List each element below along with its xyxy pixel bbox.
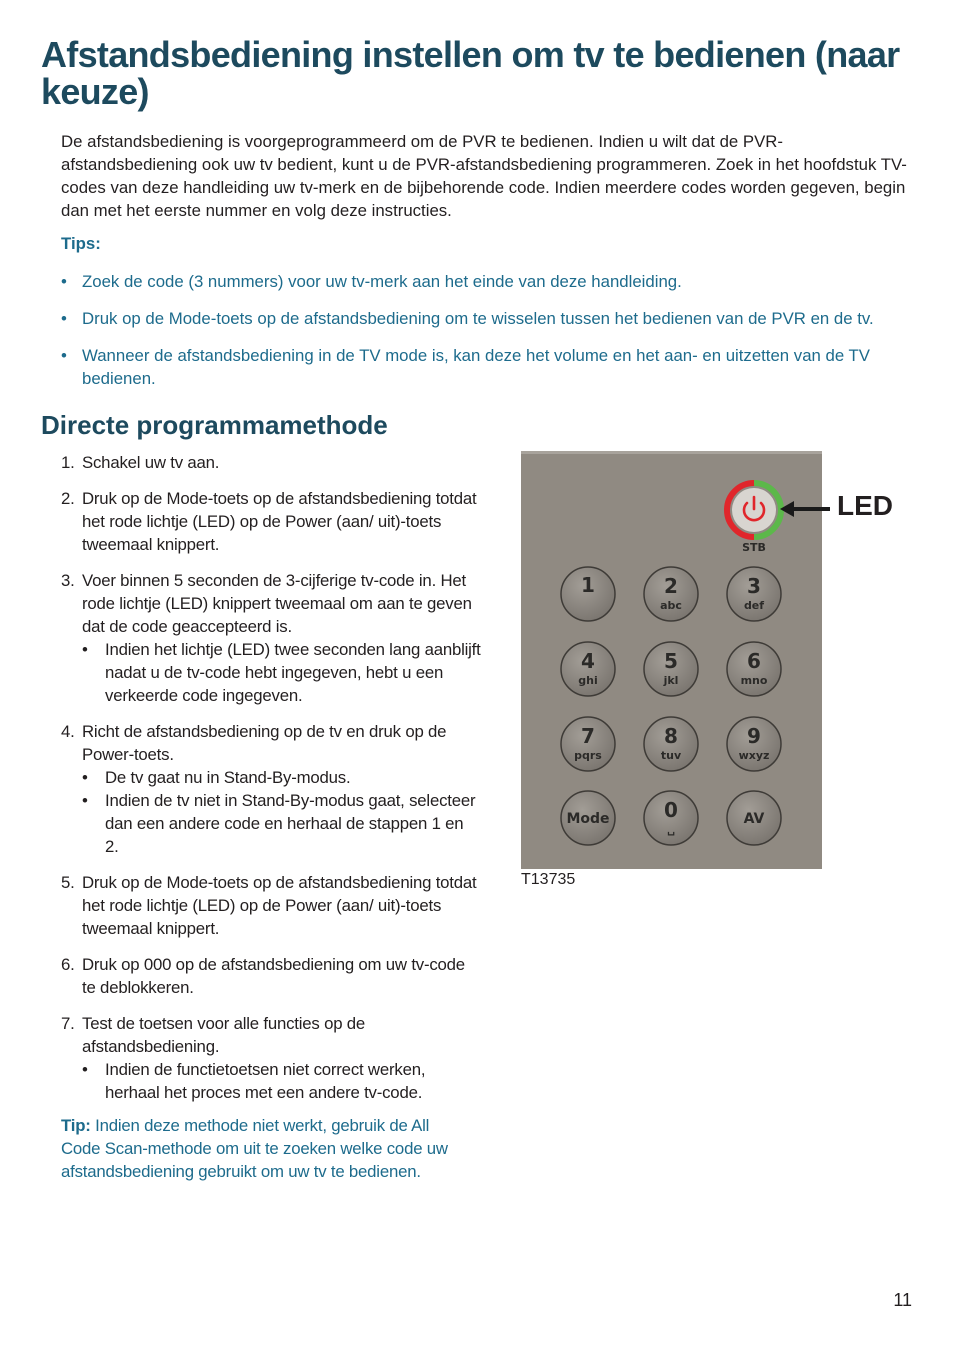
stb-label: STB [742,541,766,554]
step-number: 4. [61,722,75,741]
page-title: Afstandsbediening instellen om tv te bedienen (naar keuze) [41,34,900,112]
tip-text: Druk op de Mode-toets op de afstandsbediening om te wisselen tussen het bedienen van de PVR en de tv. [82,309,874,328]
key-label: AV [743,811,765,827]
key-label: 8 [664,724,678,748]
step-item [61,1012,481,1104]
power-led-icon [727,483,781,537]
key-mode [561,791,615,845]
step-number: 2. [61,489,75,508]
step-number: 5. [61,873,75,892]
step-sub-text: Indien de functietoetsen niet correct werken, herhaal het proces met een andere tv-code. [105,1060,426,1102]
key-label: 1 [581,573,595,597]
led-label: LED [837,490,893,521]
step-item [61,953,481,999]
key-letters: mno [740,674,768,687]
tip-note-text: Indien deze methode niet werkt, gebruik de All Code Scan-methode om uit te zoeken welke code uw afstandsbediening gebruikt om uw tv te bedienen. [61,1116,448,1181]
tip-text: Wanneer de afstandsbediening in de TV mode is, kan deze het volume en het aan- en uitzetten van de TV bedienen. [82,346,870,388]
steps-list [61,451,481,1117]
step-text: Schakel uw tv aan. [82,453,220,472]
step-item [61,720,481,858]
key-2 [644,567,698,621]
step-text: Druk op de Mode-toets op de afstandsbediening totdat het rode lichtje (LED) op de Power (aan/ uit)-toets tweemaal knippert. [82,489,477,554]
key-av [727,791,781,845]
step-item [61,451,481,474]
step-item [61,871,481,940]
step-sub-text: Indien het lichtje (LED) twee seconden lang aanblijft nadat u de tv-code hebt ingegeven, hebt u een verkeerde code ingegeven. [105,640,481,705]
key-label: 7 [581,724,595,748]
step-text: Druk op 000 op de afstandsbediening om uw tv-code te deblokkeren. [82,955,465,997]
step-number: 1. [61,453,75,472]
key-3 [727,567,781,621]
key-letters: abc [660,599,682,612]
step-sub-item [82,789,481,858]
key-letters: ␣ [667,823,675,836]
keypad [561,567,781,845]
key-letters: tuv [660,749,682,762]
remote-svg [521,451,822,869]
key-1 [561,567,615,621]
key-label: Mode [566,811,610,827]
key-letters: def [743,599,765,612]
step-number: 6. [61,955,75,974]
bullet: • [82,640,88,659]
tip-item [61,270,921,293]
tip-item [61,307,921,330]
step-sub-list [82,766,481,858]
tip-item [61,344,921,390]
tip-note [61,1114,451,1183]
bullet: • [82,768,88,787]
key-label: 5 [664,649,678,673]
step-sub-list [82,1058,481,1104]
key-label: 4 [581,649,595,673]
figure-caption: T13735 [521,871,576,888]
key-6 [727,642,781,696]
remote-top-edge [521,451,822,454]
step-sub-item [82,638,481,707]
step-item [61,487,481,556]
step-text: Voer binnen 5 seconden de 3-cijferige tv-code in. Het rode lichtje (LED) knippert tweemaal om aan te geven dat de code geaccepteerd is. [82,571,472,636]
key-label: 6 [747,649,761,673]
tips-list [61,270,921,404]
key-letters: wxyz [738,749,770,762]
step-sub-text: Indien de tv niet in Stand-By-modus gaat, selecteer dan een andere code en herhaal de stappen 1 en 2. [105,791,476,856]
intro-paragraph: De afstandsbediening is voorgeprogrammeerd om de PVR te bedienen. Indien u wilt dat de PVR-afstandsbediening ook uw tv bedient, kunt u de PVR-afstandsbediening programmeren. Zoek in het hoofdstuk TV-codes van deze handleiding uw tv-merk en de bijbehorende code. Indien meerdere codes worden gegeven, begin dan met het eerste nummer en volg deze instructies. [61,132,907,220]
key-label: 3 [747,574,761,598]
step-number: 3. [61,571,75,590]
led-arrow-icon [780,498,832,520]
page-number: 11 [893,1290,912,1310]
key-letters: ghi [578,674,598,687]
bullet: • [82,791,88,810]
bullet: • [61,272,67,291]
step-item [61,569,481,707]
key-8 [644,717,698,771]
key-letters: pqrs [574,749,602,762]
step-text: Test de toetsen voor alle functies op de afstandsbediening. [82,1014,366,1056]
step-text: Richt de afstandsbediening op de tv en druk op de Power-toets. [82,722,447,764]
key-label: 0 [664,798,678,822]
key-label: 2 [664,574,678,598]
step-sub-item [82,1058,481,1104]
key-5 [644,642,698,696]
key-label: 9 [747,724,761,748]
step-sub-text: De tv gaat nu in Stand-By-modus. [105,768,351,787]
key-0 [644,791,698,845]
step-number: 7. [61,1014,75,1033]
key-letters: jkl [663,674,679,687]
tip-text: Zoek de code (3 nummers) voor uw tv-merk aan het einde van deze handleiding. [82,272,682,291]
bullet: • [82,1060,88,1079]
key-9 [727,717,781,771]
remote-illustration [521,451,822,869]
key-4 [561,642,615,696]
section-title: Directe programmamethode [41,410,388,440]
tip-note-label: Tip: [61,1116,91,1135]
tips-heading: Tips: [61,234,101,253]
key-7 [561,717,615,771]
step-sub-list [82,638,481,707]
bullet: • [61,346,67,365]
bullet: • [61,309,67,328]
step-sub-item [82,766,481,789]
step-text: Druk op de Mode-toets op de afstandsbediening totdat het rode lichtje (LED) op de Power (aan/ uit)-toets tweemaal knippert. [82,873,477,938]
